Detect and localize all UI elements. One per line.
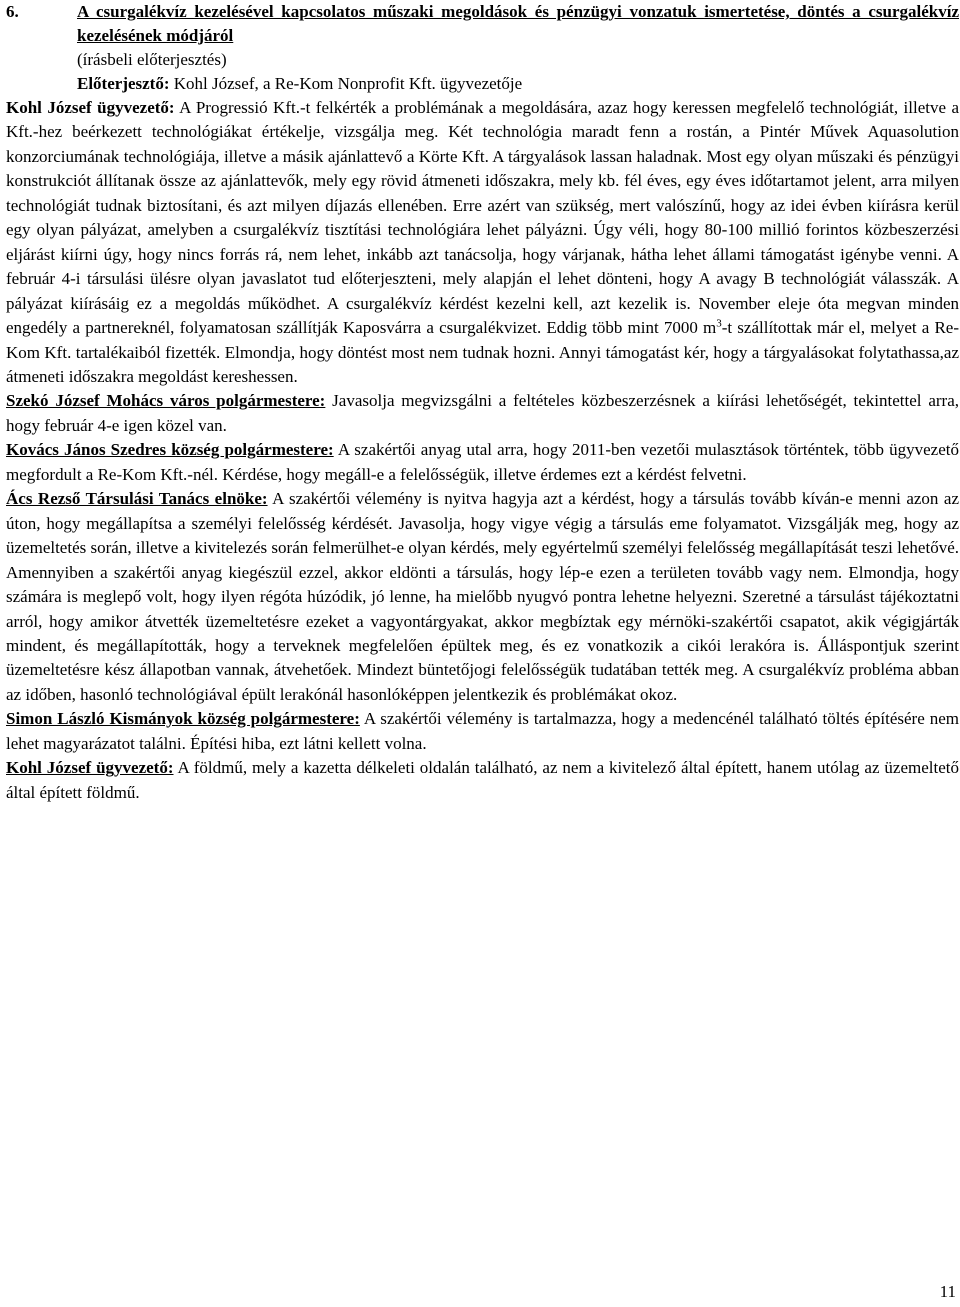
document-page xyxy=(6,0,959,805)
presenter-label: Előterjesztő: xyxy=(77,74,170,93)
speaker-name: Szekó József Mohács város polgármestere: xyxy=(6,391,326,411)
paragraph-text: A Progressió Kft.-t felkérték a problémának a megoldására, azaz hogy keressen megfelelő technológiát, illetve a Kft.-hez beérkezett technológiákat értékelje, vizsgálja meg. Két technológia maradt fenn a rostán, a Pintér Művek Aquasolution konzorciumának technológiája, illetve a másik ajánlattevő a Körte Kft. A tárgyalások lassan haladnak. Most egy olyan műszaki és pénzügyi konstrukciót állítanak össze az ajánlattevők, mely egy rövid átmeneti időszakra, mely kb. fél éves, egy éves időtartamot jelent, arra milyen technológiát tudnak biztosítani, és azt milyen díjazás ellenében. Erre azért van szükség, mert valószínű, hogy az idei évben kiírásra kerül egy olyan pályázat, amelyben a csurgalékvíz tisztítási technológiára lehet pályázni. Úgy véli, hogy 80-100 millió forintos közbeszerzési eljárást kiírni úgy, hogy nincs forrás rá, nem lehet, inkább azt tanácsolja, hogy várjanak, hátha lehet állami támogatást igénybe venni. A február 4-i társulási ülésre olyan javaslatot tud előterjeszteni, mely alapján el lehet dönteni, hogy A avagy B technológiát válasszák. A pályázat kiírásáig ez a megoldás működhet. A csurgalékvíz kérdést kezelni kell, azt kezelik is. November eleje óta megvan minden engedély a partnereknél, folyamatosan szállítják Kaposvárra a csurgalékvizet. Eddig több mint 7000 m xyxy=(6,98,959,338)
paragraph-acs xyxy=(6,487,959,707)
agenda-item-presenter xyxy=(77,72,959,96)
paragraph-text: A földmű, mely a kazetta délkeleti oldalán található, az nem a kivitelező által épített, hanem utólag az üzemeltető által épített földmű. xyxy=(6,758,959,802)
paragraph-text: Javasolja megvizsgálni a feltételes közbeszerzésnek a kiírási lehetőségét, tekintettel arra, hogy február 4-e igen közel van. xyxy=(6,391,959,435)
paragraph-text-continued: -t szállítottak már el, melyet a Re-Kom Kft. tartalékaiból fizették. Elmondja, hogy döntést most nem tudnak hozni. Annyi támogatást kér, hogy a tárgyalásokat folytathassa,az átmeneti időszakra megoldást kereshessen. xyxy=(6,318,959,386)
speaker-name: Simon László Kismányok község polgármestere: xyxy=(6,709,360,729)
paragraph-kovacs xyxy=(6,438,959,487)
agenda-item-heading-lines xyxy=(77,0,959,96)
paragraph-kohl-2 xyxy=(6,756,959,805)
agenda-item-heading xyxy=(6,0,959,96)
presenter-value: Kohl József, a Re-Kom Nonprofit Kft. ügyvezetője xyxy=(169,74,523,93)
speaker-name: Kovács János Szedres község polgármestere: xyxy=(6,440,334,460)
paragraph-simon xyxy=(6,707,959,756)
speaker-name: Kohl József ügyvezető: xyxy=(6,758,174,778)
paragraph-text: A szakértői vélemény is tartalmazza, hogy a medencénél található töltés építésére nem lehet magyarázatot találni. Építési hiba, ezt látni kellett volna. xyxy=(6,709,959,753)
superscript: 3 xyxy=(716,317,722,330)
paragraph-text: A szakértői anyag utal arra, hogy 2011-ben vezetői mulasztások történtek, több ügyvezető megfordult a Re-Kom Kft.-nél. Kérdése, hogy megáll-e a felelősségük, illetve érdemes ezt a kérdést felvetni. xyxy=(6,440,959,484)
paragraph-szeko xyxy=(6,389,959,438)
paragraph-text: A szakértői vélemény is nyitva hagyja azt a kérdést, hogy a társulás tovább kíván-e menni azon az úton, hogy megállapítsa a személyi felelősség kérdését. Javasolja, hogy vigye végig a társulás eme folyamatot. Vizsgálják meg, hogy az üzemeltetés során, illetve a kivitelezés során felmerülhet-e olyan kérdés, mely egyértelmű személyi felelősség megállapítását teszi lehetővé. Amennyiben a szakértői anyag kiegészül ezzel, akkor eldönti a társulás, hogy lép-e ezen a területen tovább vagy nem. Elmondja, hogy számára is meglepő volt, hogy ilyen régóta húzódik, jó lenne, ha mielőbb nyugvó pontra lehetne helyezni. Szeretné a társulást tájékoztatni arról, hogy amikor átvették üzemeltetésre ezeket a vagyontárgyakat, akkor megbíztak egy mérnöki-szakértői csapatot, akik végigjárták mindent, és megállapították, hogy a terveknek megfelelően épültek meg, és ez vonatkozik a cikói lerakóra is. Álláspontjuk szerint üzemeltetésre kész állapotban vannak, átvehetőek. Mindezt büntetőjogi felelősségük tudatában tették meg. A csurgalékvíz probléma abban az időben, hasonló technológiával épült lerakónál hasonlóképpen jelentkezik és problémákat okoz. xyxy=(6,489,959,704)
speaker-name: Ács Rezső Társulási Tanács elnöke: xyxy=(6,489,268,509)
agenda-item-title: A csurgalékvíz kezelésével kapcsolatos műszaki megoldások és pénzügyi vonzatuk ismertetése, döntés a csurgalékvíz kezelésének módjáról xyxy=(77,2,959,45)
agenda-item-number: 6. xyxy=(6,2,19,21)
paragraph-kohl-1 xyxy=(6,96,959,389)
page-number: 11 xyxy=(939,1282,956,1301)
speaker-name: Kohl József ügyvezető: xyxy=(6,98,175,117)
agenda-item-note: (írásbeli előterjesztés) xyxy=(77,50,227,69)
